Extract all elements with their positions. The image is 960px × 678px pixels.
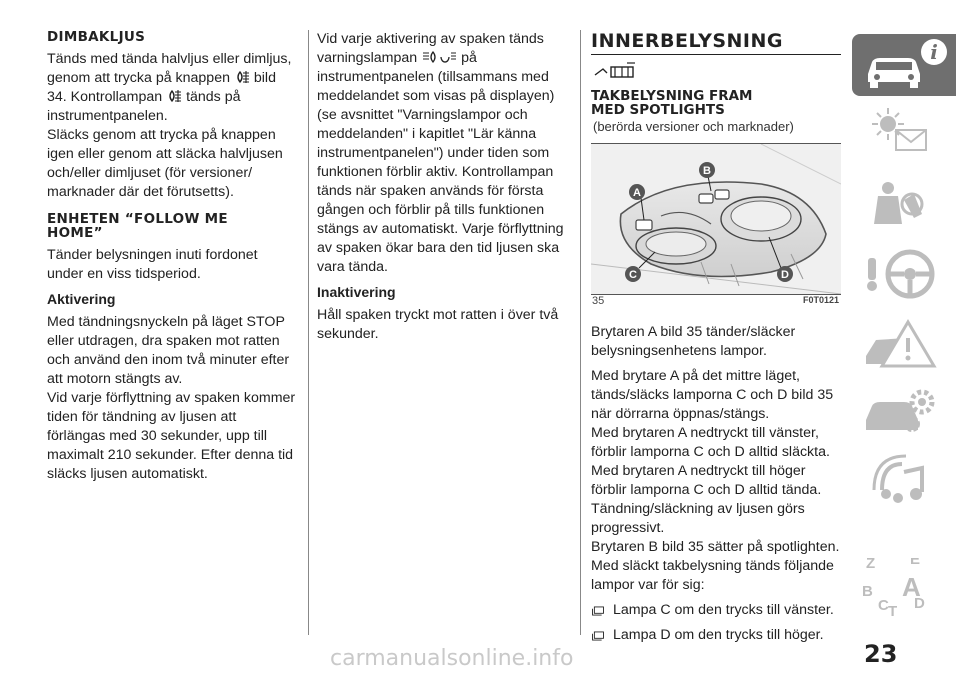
tab-multimedia[interactable] (852, 450, 956, 512)
column-left (47, 30, 297, 490)
text-fragment: Släcks genom att trycka på knappen igen eller genom att släcka halvljusen och/eller dimljuset (för versioner/ marknader där det förutsetts). (47, 127, 283, 200)
figure-code: F0T0121 (802, 295, 839, 305)
text-fragment: Tänds med tända halvljus eller dimljus, genom att trycka på knappen (47, 51, 292, 86)
section-title: INNERBELYSNING (591, 30, 783, 52)
follow-me-home-icon (421, 50, 457, 64)
paragraph-dimbaljus (47, 50, 297, 202)
index-letter: Z (866, 558, 876, 572)
figure-35 (591, 119, 841, 315)
interior-light-icon (591, 61, 639, 83)
list-item (591, 626, 841, 645)
car-info-icon (852, 34, 956, 96)
paragraph-brytaren-b: Brytaren B bild 35 sätter på spotlighten. (591, 539, 840, 555)
maintenance-icon (852, 380, 956, 442)
column-divider (308, 30, 309, 635)
paragraph-mittre-laget: Med brytare A på det mittre läget, tänds/släcks lamporna C och D bild 35 när dörrarna öppnas/stängs. (591, 368, 834, 422)
list-item-text: Lampa C om den trycks till vänster. (613, 602, 834, 618)
text-fragment: på (461, 50, 477, 66)
tab-index[interactable] (852, 558, 956, 620)
paragraph-varningslampa (317, 30, 569, 277)
paragraph-vanster: Med brytaren A nedtryckt till vänster, förblir lamporna C och D alltid släckta. (591, 425, 830, 460)
tab-safety[interactable] (852, 174, 956, 236)
paragraph-inaktivering: Håll spaken tryckt mot ratten i över två sekunder. (317, 307, 559, 342)
tab-car-info[interactable] (852, 34, 956, 96)
roof-light-illustration (591, 144, 841, 294)
figure-image (591, 143, 841, 295)
column-right (591, 30, 841, 651)
callout-d-label: D (781, 269, 789, 281)
text-fragment: tänds på instrumentpanelen. (47, 89, 241, 124)
tab-driving[interactable] (852, 242, 956, 304)
text-fragment: Vid varje aktivering av spaken tänds varningslampan (317, 31, 544, 66)
page-number: 23 (864, 640, 898, 668)
subsection-title (591, 89, 841, 117)
bullet-icon (591, 606, 605, 616)
column-middle (317, 30, 569, 350)
index-icon (852, 558, 956, 620)
safety-icon (852, 174, 956, 236)
tab-maintenance[interactable] (852, 380, 956, 442)
svg-text:i: i (930, 40, 938, 64)
paragraph-brytaren-a: Brytaren A bild 35 tänder/släcker belysningsenhetens lampor. (591, 324, 796, 359)
section-title-rule (591, 30, 841, 55)
list-item-text: Lampa D om den trycks till höger. (613, 627, 824, 643)
tab-warning-lights[interactable] (852, 102, 956, 164)
warning-lights-icon (852, 102, 956, 164)
index-letter: A (902, 572, 921, 602)
index-letter: D (914, 595, 925, 612)
tab-emergency[interactable] (852, 312, 956, 374)
paragraph-follow-me: Tänder belysningen inuti fordonet under en viss tidsperiod. (47, 247, 258, 282)
index-letter: B (862, 583, 873, 600)
subsection-title-line: MED SPOTLIGHTS (591, 102, 725, 118)
index-letter: C (878, 597, 889, 614)
paragraph-slackt: Med släckt takbelysning tänds följande lampor var för sig: (591, 558, 834, 593)
callout-c-label: C (629, 269, 637, 281)
heading-line: HOME” (47, 225, 103, 241)
figure-number: 35 (592, 295, 605, 307)
subsection-title-line: TAKBELYSNING FRAM (591, 88, 753, 104)
index-letter: E (910, 558, 921, 568)
list-item (591, 601, 841, 620)
heading-inaktivering: Inaktivering (317, 284, 396, 300)
callout-a-label: A (633, 187, 641, 199)
heading-dimbaljus: DIMBAKLJUS (47, 29, 146, 45)
paragraph-aktivering: Med tändningsnyckeln på läget STOP eller utdragen, dra spaken mot ratten och använd den inom två minuter efter att motorn stängts av. (47, 314, 290, 387)
multimedia-icon (852, 450, 956, 512)
figure-caption: (berörda versioner och marknader) (593, 119, 794, 134)
heading-follow-me-home (47, 212, 297, 240)
callout-b-label: B (703, 165, 711, 177)
paragraph-forflyttning: Vid varje förflyttning av spaken kommer tiden för tändning av ljusen att förlängas med 30 sekunder, upp till maximalt 210 sekunder. Efter denna tid släcks ljusen automatiskt. (47, 390, 296, 482)
index-letter: T (888, 603, 898, 620)
driving-icon (852, 242, 956, 304)
bullet-icon (591, 631, 605, 641)
text-fragment: bild 34. Kontrollampan (47, 70, 276, 105)
paragraph-progressivt: Tändning/släckning av ljusen görs progressivt. (591, 501, 805, 536)
fog-light-icon (234, 70, 250, 84)
column-divider (580, 30, 581, 635)
heading-line: ENHETEN “FOLLOW ME (47, 211, 228, 227)
paragraph-hoger: Med brytaren A nedtryckt till höger förblir lamporna C och D alltid tända. (591, 463, 822, 498)
fog-light-indicator-icon (166, 89, 182, 103)
text-fragment: instrumentpanelen (tillsammans med meddelandet som visas på displayen) (se avsnittet "Varningslampor och meddelanden" i kapitlet "Lär känna instrumentpanelen") under tiden som funktionen förblir aktiv. Kontrollampan tänds när spaken används för första gången och förblir på tills funktionen stängs av automatiskt. Varje förflyttning av spaken ökar bara den tid ljusen ska vara tända. (317, 69, 564, 275)
watermark: carmanualsonline.info (330, 646, 574, 671)
heading-aktivering: Aktivering (47, 291, 116, 307)
emergency-icon (852, 312, 956, 374)
